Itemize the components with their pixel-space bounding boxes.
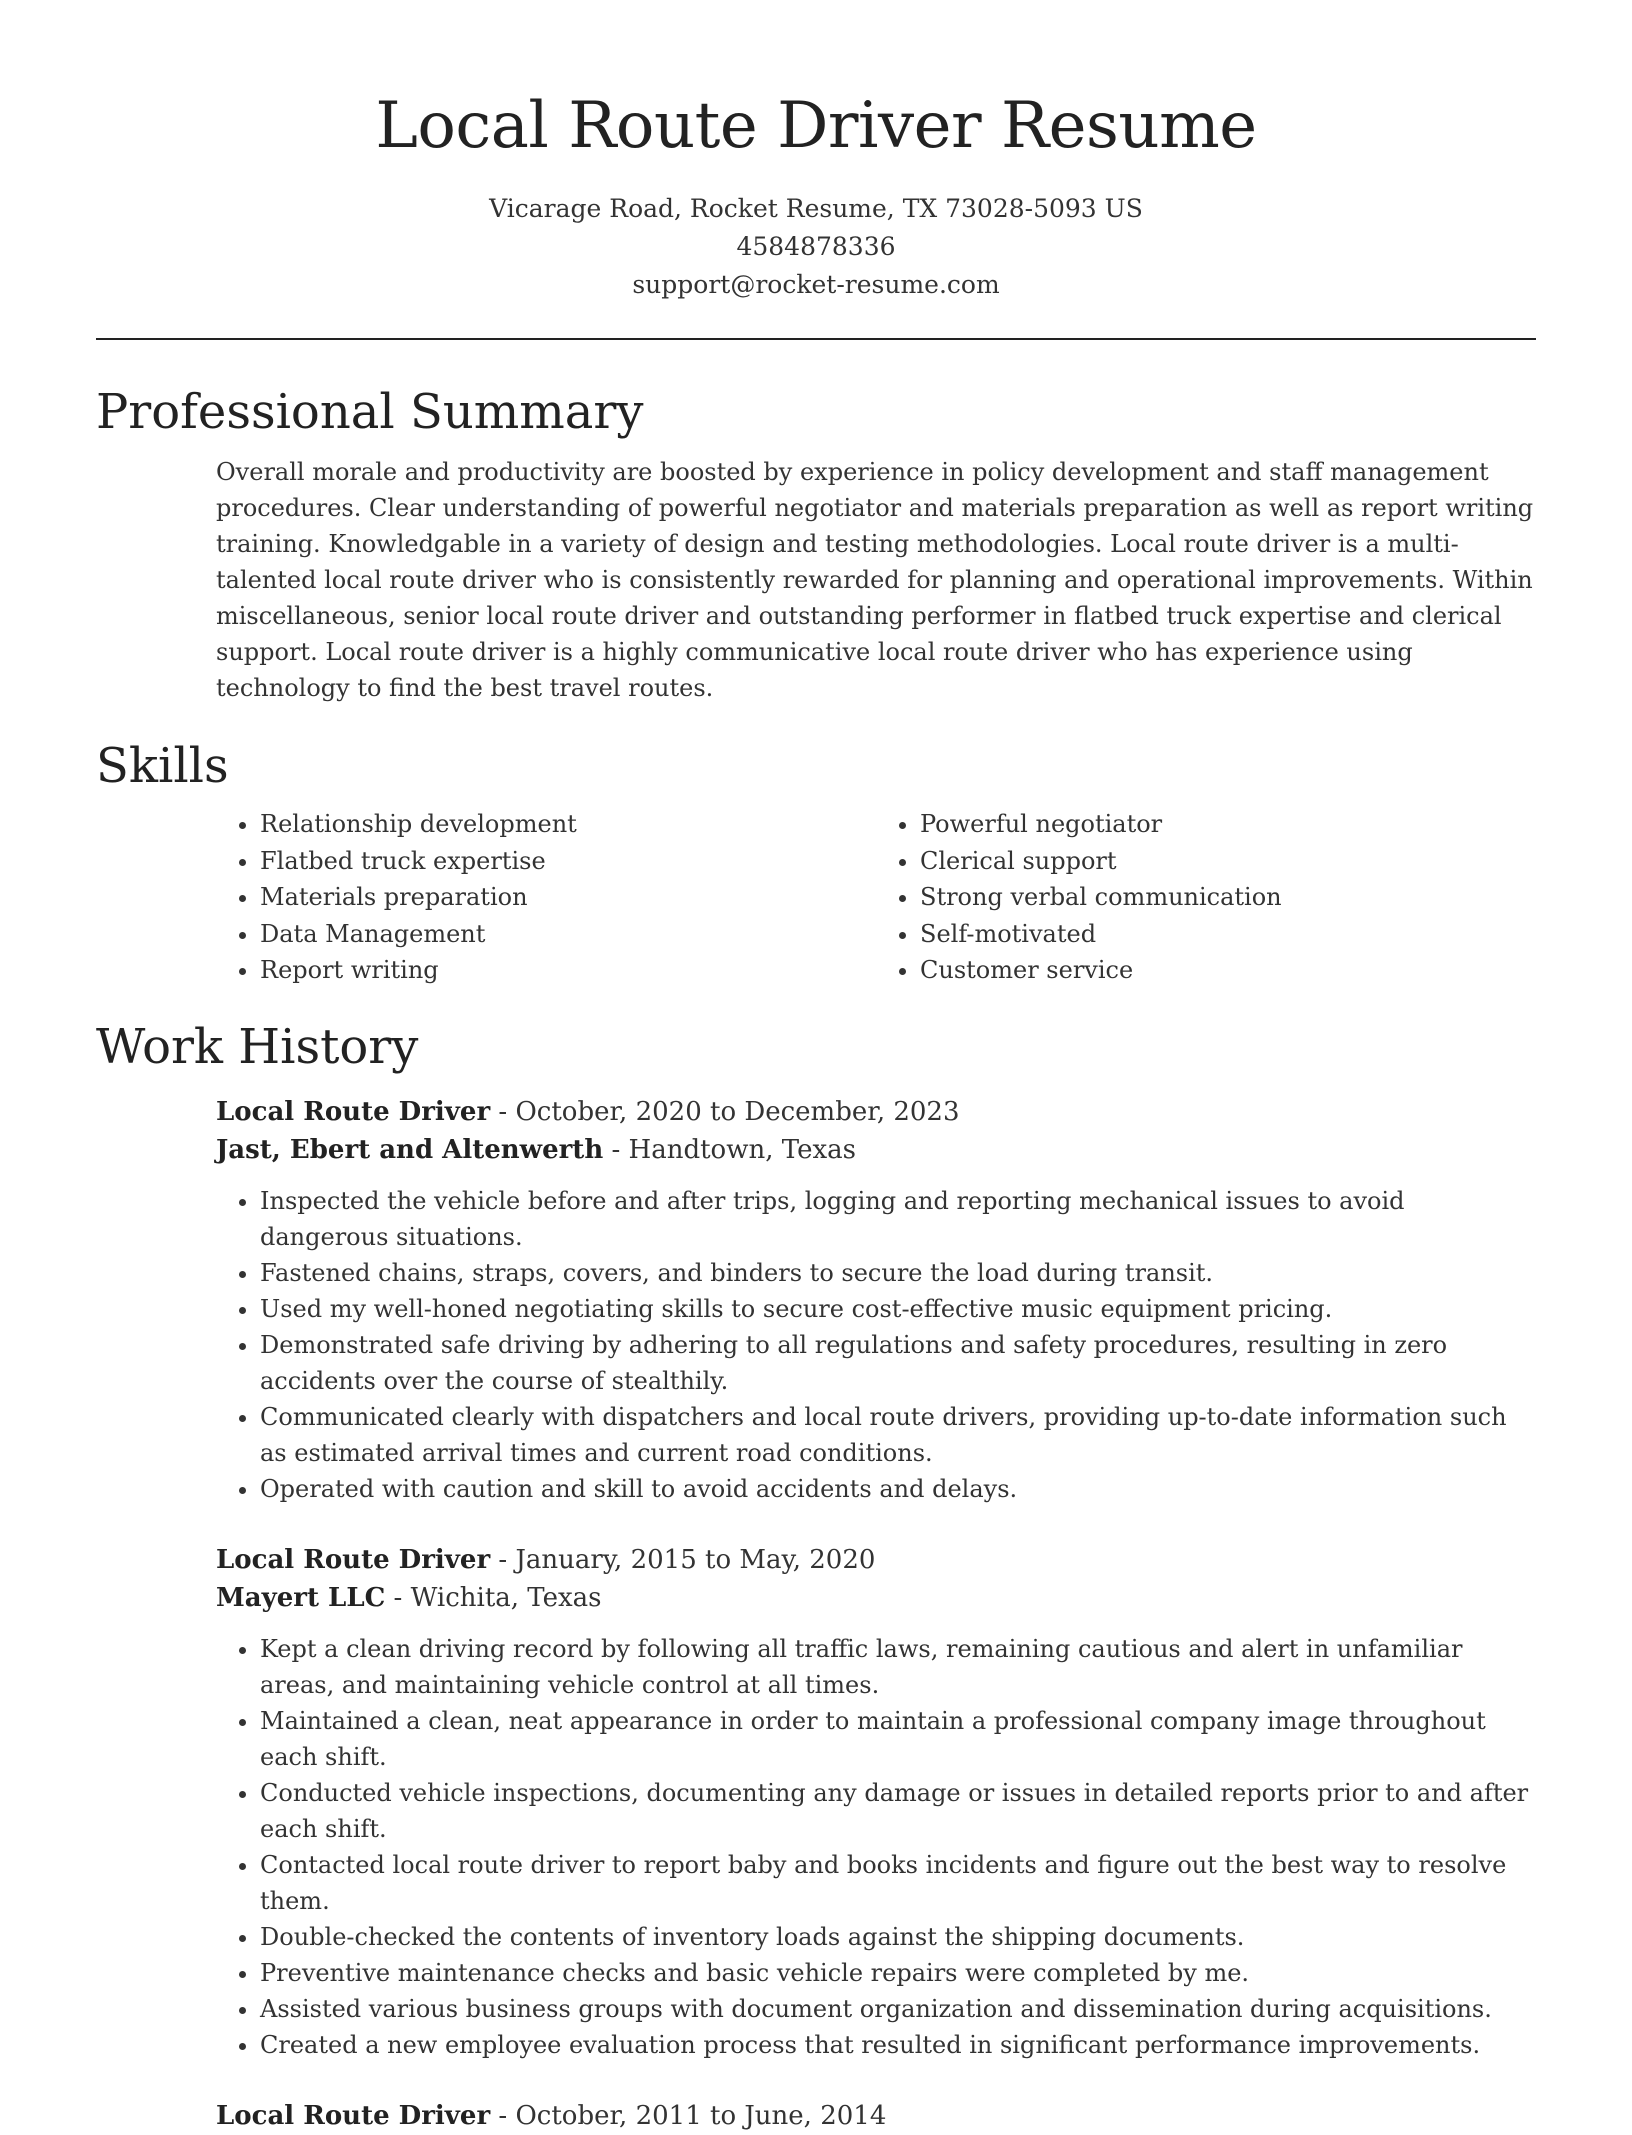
summary-section — [96, 382, 1536, 706]
job-bullet: • Assisted various business groups with document organization and dissemination during acquisitions. — [260, 1991, 1536, 2027]
job-company-line — [216, 1131, 1536, 1169]
work-history-section — [96, 1017, 1536, 2135]
job-bullet: • Communicated clearly with dispatchers and local route drivers, providing up-to-date information such as estimated arrival times and current road conditions. — [260, 1399, 1536, 1471]
contact-block — [96, 190, 1536, 304]
job-bullet: • Inspected the vehicle before and after trips, logging and reporting mechanical issues to avoid dangerous situations. — [260, 1183, 1536, 1255]
job-bullet: • Preventive maintenance checks and basic vehicle repairs were completed by me. — [260, 1955, 1536, 1991]
job-company-line — [216, 1579, 1536, 1617]
job-title: Local Route Driver — [216, 1096, 491, 1127]
job-bullet: • Operated with caution and skill to avoid accidents and delays. — [260, 1471, 1536, 1507]
job-dates: - October, 2011 to June, 2014 — [490, 2100, 887, 2131]
job-entry — [216, 1093, 1536, 1507]
skill-item: • Relationship development — [260, 806, 876, 843]
job-location: - Wichita, Texas — [385, 1582, 602, 1613]
job-location: - Handtown, Texas — [603, 1134, 856, 1165]
skill-item: • Clerical support — [920, 843, 1536, 880]
skill-item: • Strong verbal communication — [920, 879, 1536, 916]
skills-heading: Skills — [96, 738, 229, 794]
job-title-line — [216, 1093, 1536, 1131]
job-bullets — [216, 1631, 1536, 2063]
job-bullet: • Conducted vehicle inspections, documenting any damage or issues in detailed reports prior to and after each shift. — [260, 1775, 1536, 1847]
resume-title: Local Route Driver Resume — [375, 89, 1257, 163]
skill-item: • Self-motivated — [920, 916, 1536, 953]
skills-list-left — [216, 806, 876, 989]
skills-grid — [216, 806, 1536, 989]
summary-text: Overall morale and productivity are boosted by experience in policy development and staff management procedures. Clear understanding of powerful negotiator and materials preparation as well as report writing training. Knowledgable in a variety of design and testing methodologies. Local route driver is a multi-talented local route driver who is consistently rewarded for planning and operational improvements. Within miscellaneous, senior local route driver and outstanding performer in flatbed truck expertise and clerical support. Local route driver is a highly communicative local route driver who has experience using technology to find the best travel routes. — [216, 458, 1534, 702]
job-entry — [216, 1541, 1536, 2063]
skill-item: • Flatbed truck expertise — [260, 843, 876, 880]
skills-section — [96, 736, 1536, 989]
job-company: Jast, Ebert and Altenwerth — [216, 1134, 604, 1165]
summary-heading: Professional Summary — [96, 384, 644, 440]
job-dates: - October, 2020 to December, 2023 — [490, 1096, 960, 1127]
job-title-line — [216, 2097, 1536, 2135]
job-bullets — [216, 1183, 1536, 1507]
skills-list-right — [876, 806, 1536, 989]
address: Vicarage Road, Rocket Resume, TX 73028-5093 US — [489, 194, 1143, 223]
job-title: Local Route Driver — [216, 2100, 491, 2131]
job-bullet: • Double-checked the contents of inventory loads against the shipping documents. — [260, 1919, 1536, 1955]
skill-item: • Report writing — [260, 952, 876, 989]
email: support@rocket-resume.com — [632, 270, 1000, 299]
job-bullet: • Maintained a clean, neat appearance in order to maintain a professional company image throughout each shift. — [260, 1703, 1536, 1775]
skill-item: • Powerful negotiator — [920, 806, 1536, 843]
job-entry — [216, 2097, 1536, 2135]
job-bullet: • Kept a clean driving record by following all traffic laws, remaining cautious and alert in unfamiliar areas, and maintaining vehicle control at all times. — [260, 1631, 1536, 1703]
header-divider — [96, 338, 1536, 340]
job-title: Local Route Driver — [216, 1544, 491, 1575]
job-bullet: • Used my well-honed negotiating skills to secure cost-effective music equipment pricing. — [260, 1291, 1536, 1327]
skill-item: • Customer service — [920, 952, 1536, 989]
phone: 4584878336 — [736, 232, 896, 261]
job-bullet: • Created a new employee evaluation process that resulted in significant performance improvements. — [260, 2027, 1536, 2063]
work-history-heading: Work History — [96, 1018, 419, 1075]
job-bullet: • Contacted local route driver to report baby and books incidents and figure out the best way to resolve them. — [260, 1847, 1536, 1919]
job-title-line — [216, 1541, 1536, 1579]
skill-item: • Data Management — [260, 916, 876, 953]
skill-item: • Materials preparation — [260, 879, 876, 916]
job-bullet: • Fastened chains, straps, covers, and binders to secure the load during transit. — [260, 1255, 1536, 1291]
job-bullet: • Demonstrated safe driving by adhering to all regulations and safety procedures, resulting in zero accidents over the course of stealthily. — [260, 1327, 1536, 1399]
resume-header — [96, 0, 1536, 304]
job-company: Mayert LLC — [216, 1582, 386, 1613]
job-dates: - January, 2015 to May, 2020 — [490, 1544, 876, 1575]
